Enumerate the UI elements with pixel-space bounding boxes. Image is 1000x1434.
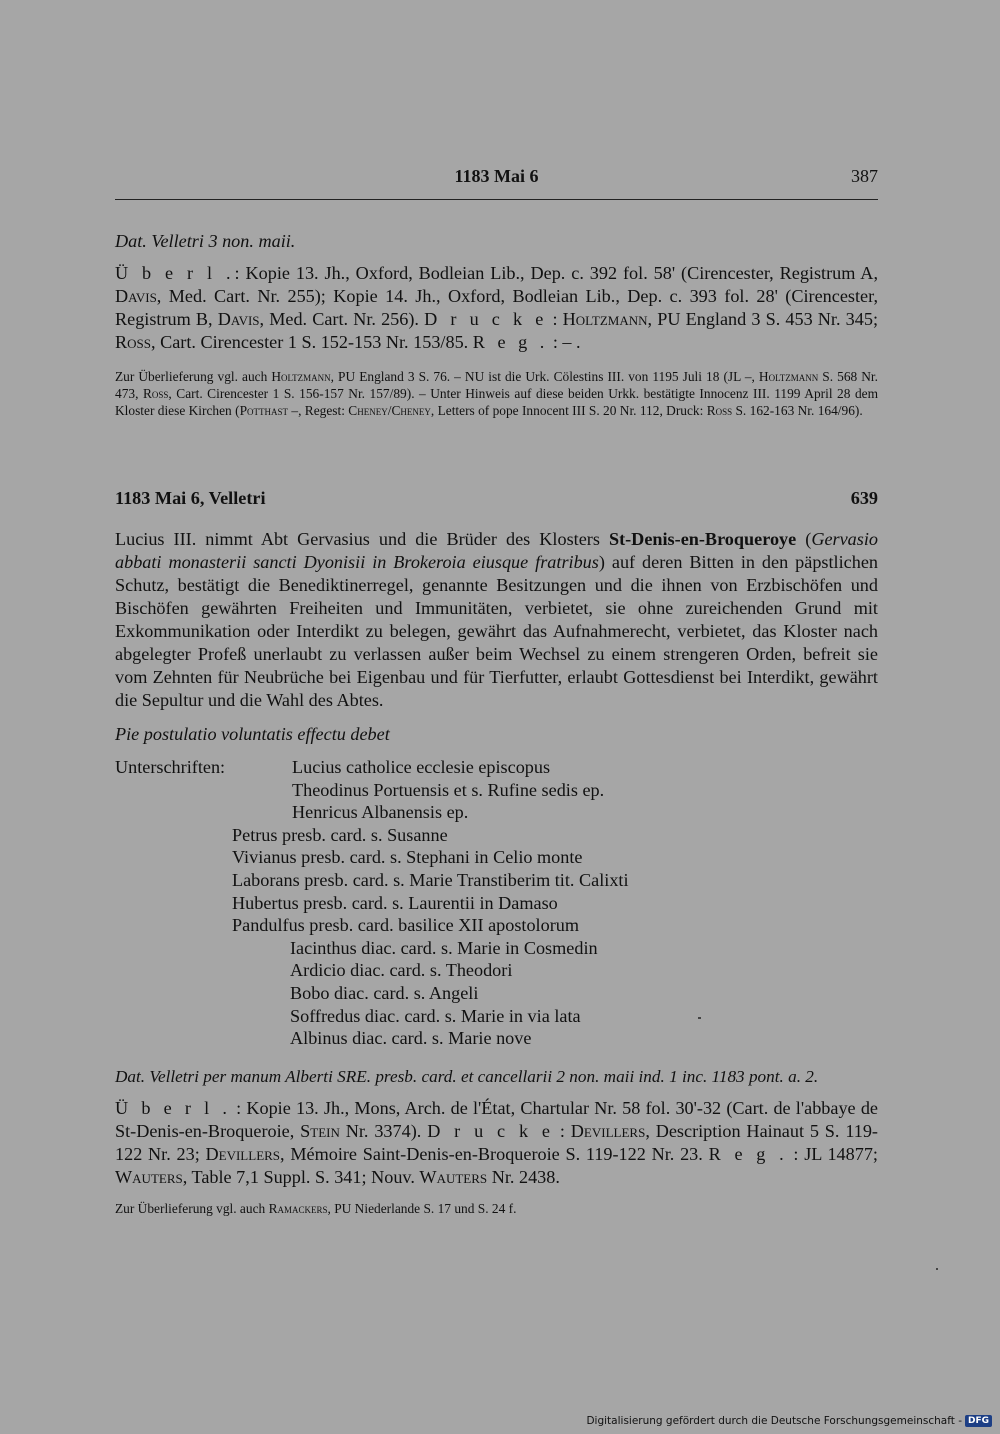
signatures-label: Unterschriften: <box>115 757 226 777</box>
text: : Kopie 13. Jh., Oxford, Bodleian Lib., Dep. c. 392 fol. 58' (Cirencester, Registrum A, <box>234 263 878 283</box>
text: : Kopie 13. Jh., Mons, Arch. de l'État, Chartular Nr. 58 fol. 30'-32 (Cart. de l'abbaye de St-Denis-en-Broqueroie, <box>115 1098 878 1141</box>
author-name: Holtzmann <box>271 369 331 384</box>
incipit <box>115 723 878 746</box>
text: , Cart. Cirencester 1 S. 156-157 Nr. 157/89). – Unter Hinweis auf diese beiden Urkk. bestätigte Innocenz III. 1199 April 28 dem Kloster diese Kirchen ( <box>115 386 878 419</box>
prev-note <box>115 368 878 420</box>
entry-summary <box>115 528 878 712</box>
footer-text: Digitalisierung gefördert durch die Deutsche Forschungsgemeinschaft - <box>586 1415 962 1427</box>
text: , PU England 3 S. 76. – NU ist die Urk. Cölestins III. von 1195 Juli 18 (JL –, <box>330 369 759 384</box>
text: ) auf deren Bitten in den päpstlichen Schutz, bestätigt die Benediktinerregel, genannte Besitzungen und die ihnen von Erzbischöfen und Bischöfen gewährten Freiheiten und Immunitäten, verbietet, sie ohne zureichenden Grund mit Exkommunikation oder Interdikt zu belegen, gewährt das Aufnahmerecht, verbietet, das Kloster nach abgelegter Profeß unerlaubt zu verlassen außer beim Wechsel zu einem strengeren Orden, befreit sie vom Zehnten für Neubrüche bei Eigenbau und für Tierfutter, erlaubt Gottesdienst bei Interdikt, gewährt die Sepultur und die Wahl des Abtes. <box>115 552 878 710</box>
digitization-footer <box>586 1415 992 1427</box>
reg-label: R e g . <box>708 1144 788 1164</box>
author-name: Devillers <box>570 1121 646 1141</box>
author-name: Ross <box>706 403 733 419</box>
author-name: Ross <box>142 386 169 402</box>
drucke-label: D r u c k e <box>424 309 548 329</box>
author-name: Wauters <box>419 1167 488 1187</box>
dfg-logo: DFG <box>965 1415 992 1427</box>
signature-row <box>115 914 878 937</box>
signature-row <box>115 779 878 802</box>
author-name: Wauters <box>115 1167 183 1187</box>
drucke-label: D r u c k e <box>427 1121 554 1141</box>
signature-row <box>115 982 878 1005</box>
signature-row <box>115 959 878 982</box>
prev-dating-text: Dat. Velletri 3 non. maii. <box>115 231 296 251</box>
signature-row <box>115 756 878 779</box>
text: : <box>554 1121 571 1141</box>
entry-dating-text: Dat. Velletri per manum Alberti SRE. presb. card. et cancellarii 2 non. maii ind. 1 inc. 1183 pont. a. 2. <box>115 1067 819 1086</box>
entry-transmission <box>115 1097 878 1189</box>
author-name: Davis <box>217 309 260 329</box>
signature: Vivianus presb. card. s. Stephani in Celio monte <box>232 847 583 868</box>
text: , Table 7,1 Suppl. S. 341; Nouv. <box>182 1167 420 1187</box>
text: S. 162-163 Nr. 164/96). <box>732 403 863 419</box>
scan-speck <box>936 1268 938 1270</box>
text: Nr. 2438. <box>487 1167 560 1187</box>
prev-transmission <box>115 262 878 354</box>
signatures-block <box>115 756 878 1050</box>
entry-heading <box>115 488 878 512</box>
author-name: Holtzmann <box>562 309 648 329</box>
entry-dating <box>115 1065 878 1088</box>
text: , Med. Cart. Nr. 256). <box>259 309 425 329</box>
signature: Laborans presb. card. s. Marie Transtiberim tit. Calixti <box>232 869 629 890</box>
text: ( <box>796 529 812 549</box>
text: S. 568 Nr. 473, <box>115 369 878 402</box>
signature-row <box>115 1027 878 1050</box>
signature-row <box>115 937 878 960</box>
header-date: 1183 Mai 6 <box>454 166 539 186</box>
signature-row <box>115 824 878 847</box>
text: , Cart. Cirencester 1 S. 152-153 Nr. 153/85. <box>150 332 473 352</box>
signature: Pandulfus presb. card. basilice XII apostolorum <box>232 915 579 936</box>
header-rule <box>115 199 878 200</box>
reg-label: R e g . <box>472 332 549 352</box>
text: Lucius III. nimmt Abt Gervasius und die Brüder des Klosters <box>115 529 609 549</box>
text: Zur Überlieferung vgl. auch <box>115 1201 269 1216</box>
author-name: Ross <box>115 332 151 352</box>
author-name: Davis <box>115 286 157 306</box>
text: , PU Niederlande S. 17 und S. 24 f. <box>327 1201 517 1216</box>
text: , Med. Cart. Nr. 255); Kopie 14. Jh., Oxford, Bodleian Lib., Dep. c. 393 fol. 28' (Cirencester, Registrum B, <box>115 286 878 329</box>
ueberl-label: Ü b e r l . <box>115 1098 231 1118</box>
text: : JL 14877; <box>787 1144 878 1164</box>
text: : – . <box>548 332 581 352</box>
signature: Albinus diac. card. s. Marie nove <box>290 1028 532 1049</box>
author-name: Devillers <box>205 1144 281 1164</box>
signature: Ardicio diac. card. s. Theodori <box>290 960 513 981</box>
page-number: 387 <box>851 166 878 186</box>
text: : <box>547 309 563 329</box>
author-name: Stein <box>300 1121 340 1141</box>
author-name: Holtzmann <box>758 369 819 384</box>
signature: Theodinus Portuensis et s. Rufine sedis ep. <box>292 779 605 800</box>
author-name: Potthast <box>239 403 289 419</box>
text: Zur Überlieferung vgl. auch <box>115 369 272 384</box>
signature: Soffredus diac. card. s. Marie in via lata <box>290 1005 581 1026</box>
scan-speck <box>698 1017 701 1019</box>
latin-address: Gervasio abbati monasterii sancti Dyonisii in Brokeroia eiusque fratribus <box>115 529 878 572</box>
entry-note <box>115 1200 878 1217</box>
entry-number: 639 <box>850 488 878 508</box>
signature: Iacinthus diac. card. s. Marie in Cosmedin <box>290 937 598 958</box>
signature: Hubertus presb. card. s. Laurentii in Damaso <box>232 892 558 913</box>
signature-row <box>115 892 878 915</box>
running-header <box>115 166 878 192</box>
author-name: Cheney/Cheney <box>348 403 431 419</box>
text: –, Regest: <box>288 403 349 419</box>
text: , Description Hainaut 5 S. 119-122 Nr. 23; <box>115 1121 878 1164</box>
author-name: Ramackers <box>268 1201 328 1216</box>
signature-row <box>115 869 878 892</box>
signature: Bobo diac. card. s. Angeli <box>290 982 479 1003</box>
text: Nr. 3374). <box>339 1121 428 1141</box>
entry-date-place: 1183 Mai 6, Velletri <box>115 488 266 508</box>
signature-row <box>115 801 878 824</box>
prev-dating <box>115 230 878 253</box>
text: , PU England 3 S. 453 Nr. 345; <box>647 309 878 329</box>
monastery-name: St-Denis-en-Broqueroye <box>608 529 797 549</box>
signature: Lucius catholice ecclesie episcopus <box>292 757 551 777</box>
text: , Mémoire Saint-Denis-en-Broqueroie S. 119-122 Nr. 23. <box>280 1144 709 1164</box>
signature-row <box>115 846 878 869</box>
signature: Henricus Albanensis ep. <box>292 802 469 823</box>
text: , Letters of pope Innocent III S. 20 Nr. 112, Druck: <box>430 403 707 419</box>
signature: Petrus presb. card. s. Susanne <box>232 824 448 845</box>
signature-row <box>115 1005 878 1028</box>
ueberl-label: Ü b e r l . <box>115 263 235 283</box>
incipit-text: Pie postulatio voluntatis effectu debet <box>115 724 390 744</box>
